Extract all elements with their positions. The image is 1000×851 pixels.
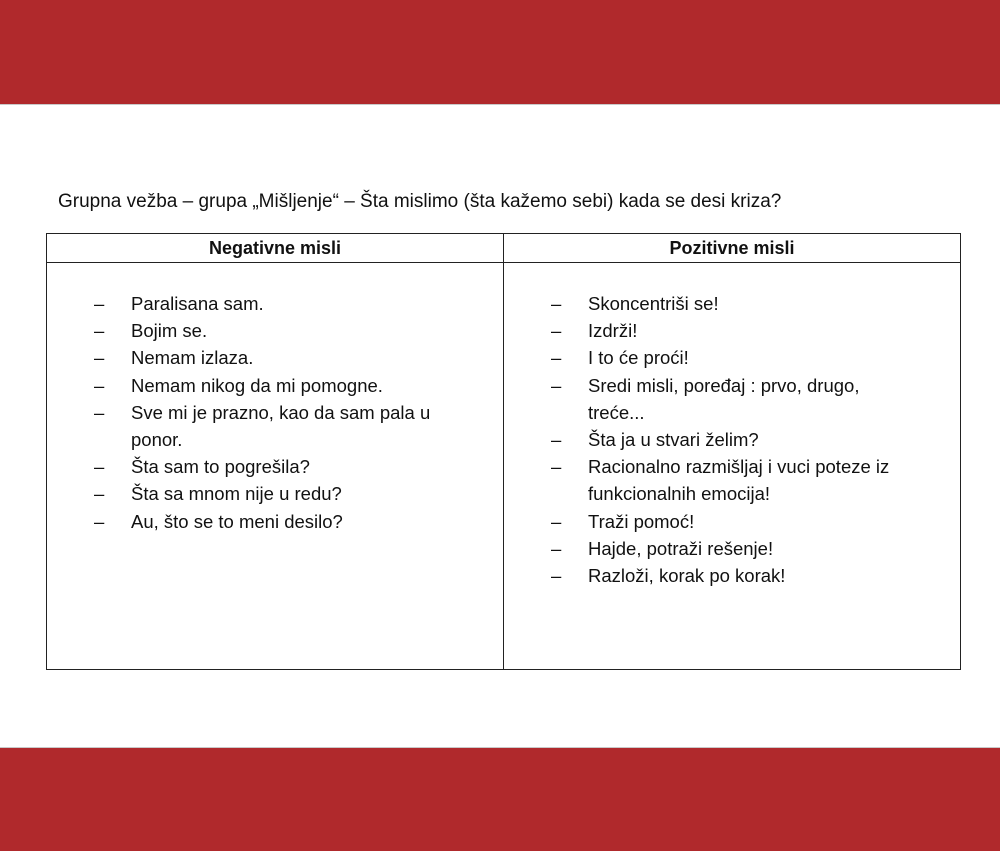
top-color-band	[0, 0, 1000, 105]
dash-bullet: –	[94, 510, 105, 532]
negative-thought-text: Bojim se.	[131, 320, 208, 342]
dash-bullet: –	[551, 347, 562, 369]
list-item	[551, 344, 921, 371]
dash-bullet: –	[94, 374, 105, 396]
negative-thought-text: Nemam izlaza.	[131, 347, 254, 369]
page-title: Grupna vežba – grupa „Mišljenje“ – Šta mislimo (šta kažemo sebi) kada se desi kriza?	[58, 191, 782, 212]
dash-bullet: –	[94, 456, 105, 478]
dash-bullet: –	[94, 483, 105, 505]
positive-thoughts-list	[551, 290, 921, 589]
list-item	[94, 317, 464, 344]
positive-thought-text: Šta ja u stvari želim?	[588, 429, 759, 451]
negative-thought-text: Šta sam to pogrešila?	[131, 456, 310, 478]
negative-thought-text: Sve mi je prazno, kao da sam pala u ponor.	[131, 401, 431, 451]
list-item	[94, 508, 464, 535]
list-item	[94, 290, 464, 317]
dash-bullet: –	[94, 320, 105, 342]
list-item	[551, 426, 921, 453]
header-negative-thoughts: Negativne misli	[208, 238, 342, 258]
dash-bullet: –	[94, 293, 105, 314]
list-item	[551, 372, 921, 426]
negative-thought-text: Šta sa mnom nije u redu?	[131, 483, 342, 505]
negative-thought-text: Nemam nikog da mi pomogne.	[131, 374, 383, 396]
positive-thought-text: Traži pomoć!	[588, 510, 695, 532]
dash-bullet: –	[94, 347, 105, 369]
positive-thought-text: Izdrži!	[588, 320, 638, 342]
list-item	[94, 344, 464, 371]
positive-thought-text: I to će proći!	[588, 347, 689, 369]
positive-thought-text: Racionalno razmišljaj i vuci poteze iz funkcionalnih emocija!	[588, 456, 890, 505]
list-item	[551, 453, 921, 507]
column-divider	[503, 234, 504, 669]
dash-bullet: –	[551, 374, 562, 396]
list-item	[551, 535, 921, 562]
negative-thought-text: Au, što se to meni desilo?	[131, 510, 343, 532]
negative-thought-text: Paralisana sam.	[131, 293, 264, 314]
dash-bullet: –	[551, 429, 562, 451]
list-item	[551, 562, 921, 589]
header-positive-thoughts: Pozitivne misli	[669, 238, 795, 258]
positive-thought-text: Razloži, korak po korak!	[588, 565, 786, 587]
dash-bullet: –	[551, 456, 562, 478]
list-item	[94, 399, 464, 453]
negative-thoughts-list	[94, 290, 464, 535]
list-item	[94, 480, 464, 507]
positive-thought-text: Hajde, potraži rešenje!	[588, 537, 774, 559]
positive-thought-text: Skoncentriši se!	[588, 293, 719, 314]
dash-bullet: –	[94, 401, 105, 423]
dash-bullet: –	[551, 293, 562, 314]
bottom-color-band	[0, 747, 1000, 851]
thoughts-table	[46, 233, 961, 670]
dash-bullet: –	[551, 537, 562, 559]
dash-bullet: –	[551, 565, 562, 587]
positive-thought-text: Sredi misli, poređaj : prvo, drugo, treće...	[588, 374, 860, 423]
dash-bullet: –	[551, 320, 562, 342]
list-item	[94, 372, 464, 399]
list-item	[551, 290, 921, 317]
list-item	[551, 317, 921, 344]
dash-bullet: –	[551, 510, 562, 532]
list-item	[551, 508, 921, 535]
list-item	[94, 453, 464, 480]
